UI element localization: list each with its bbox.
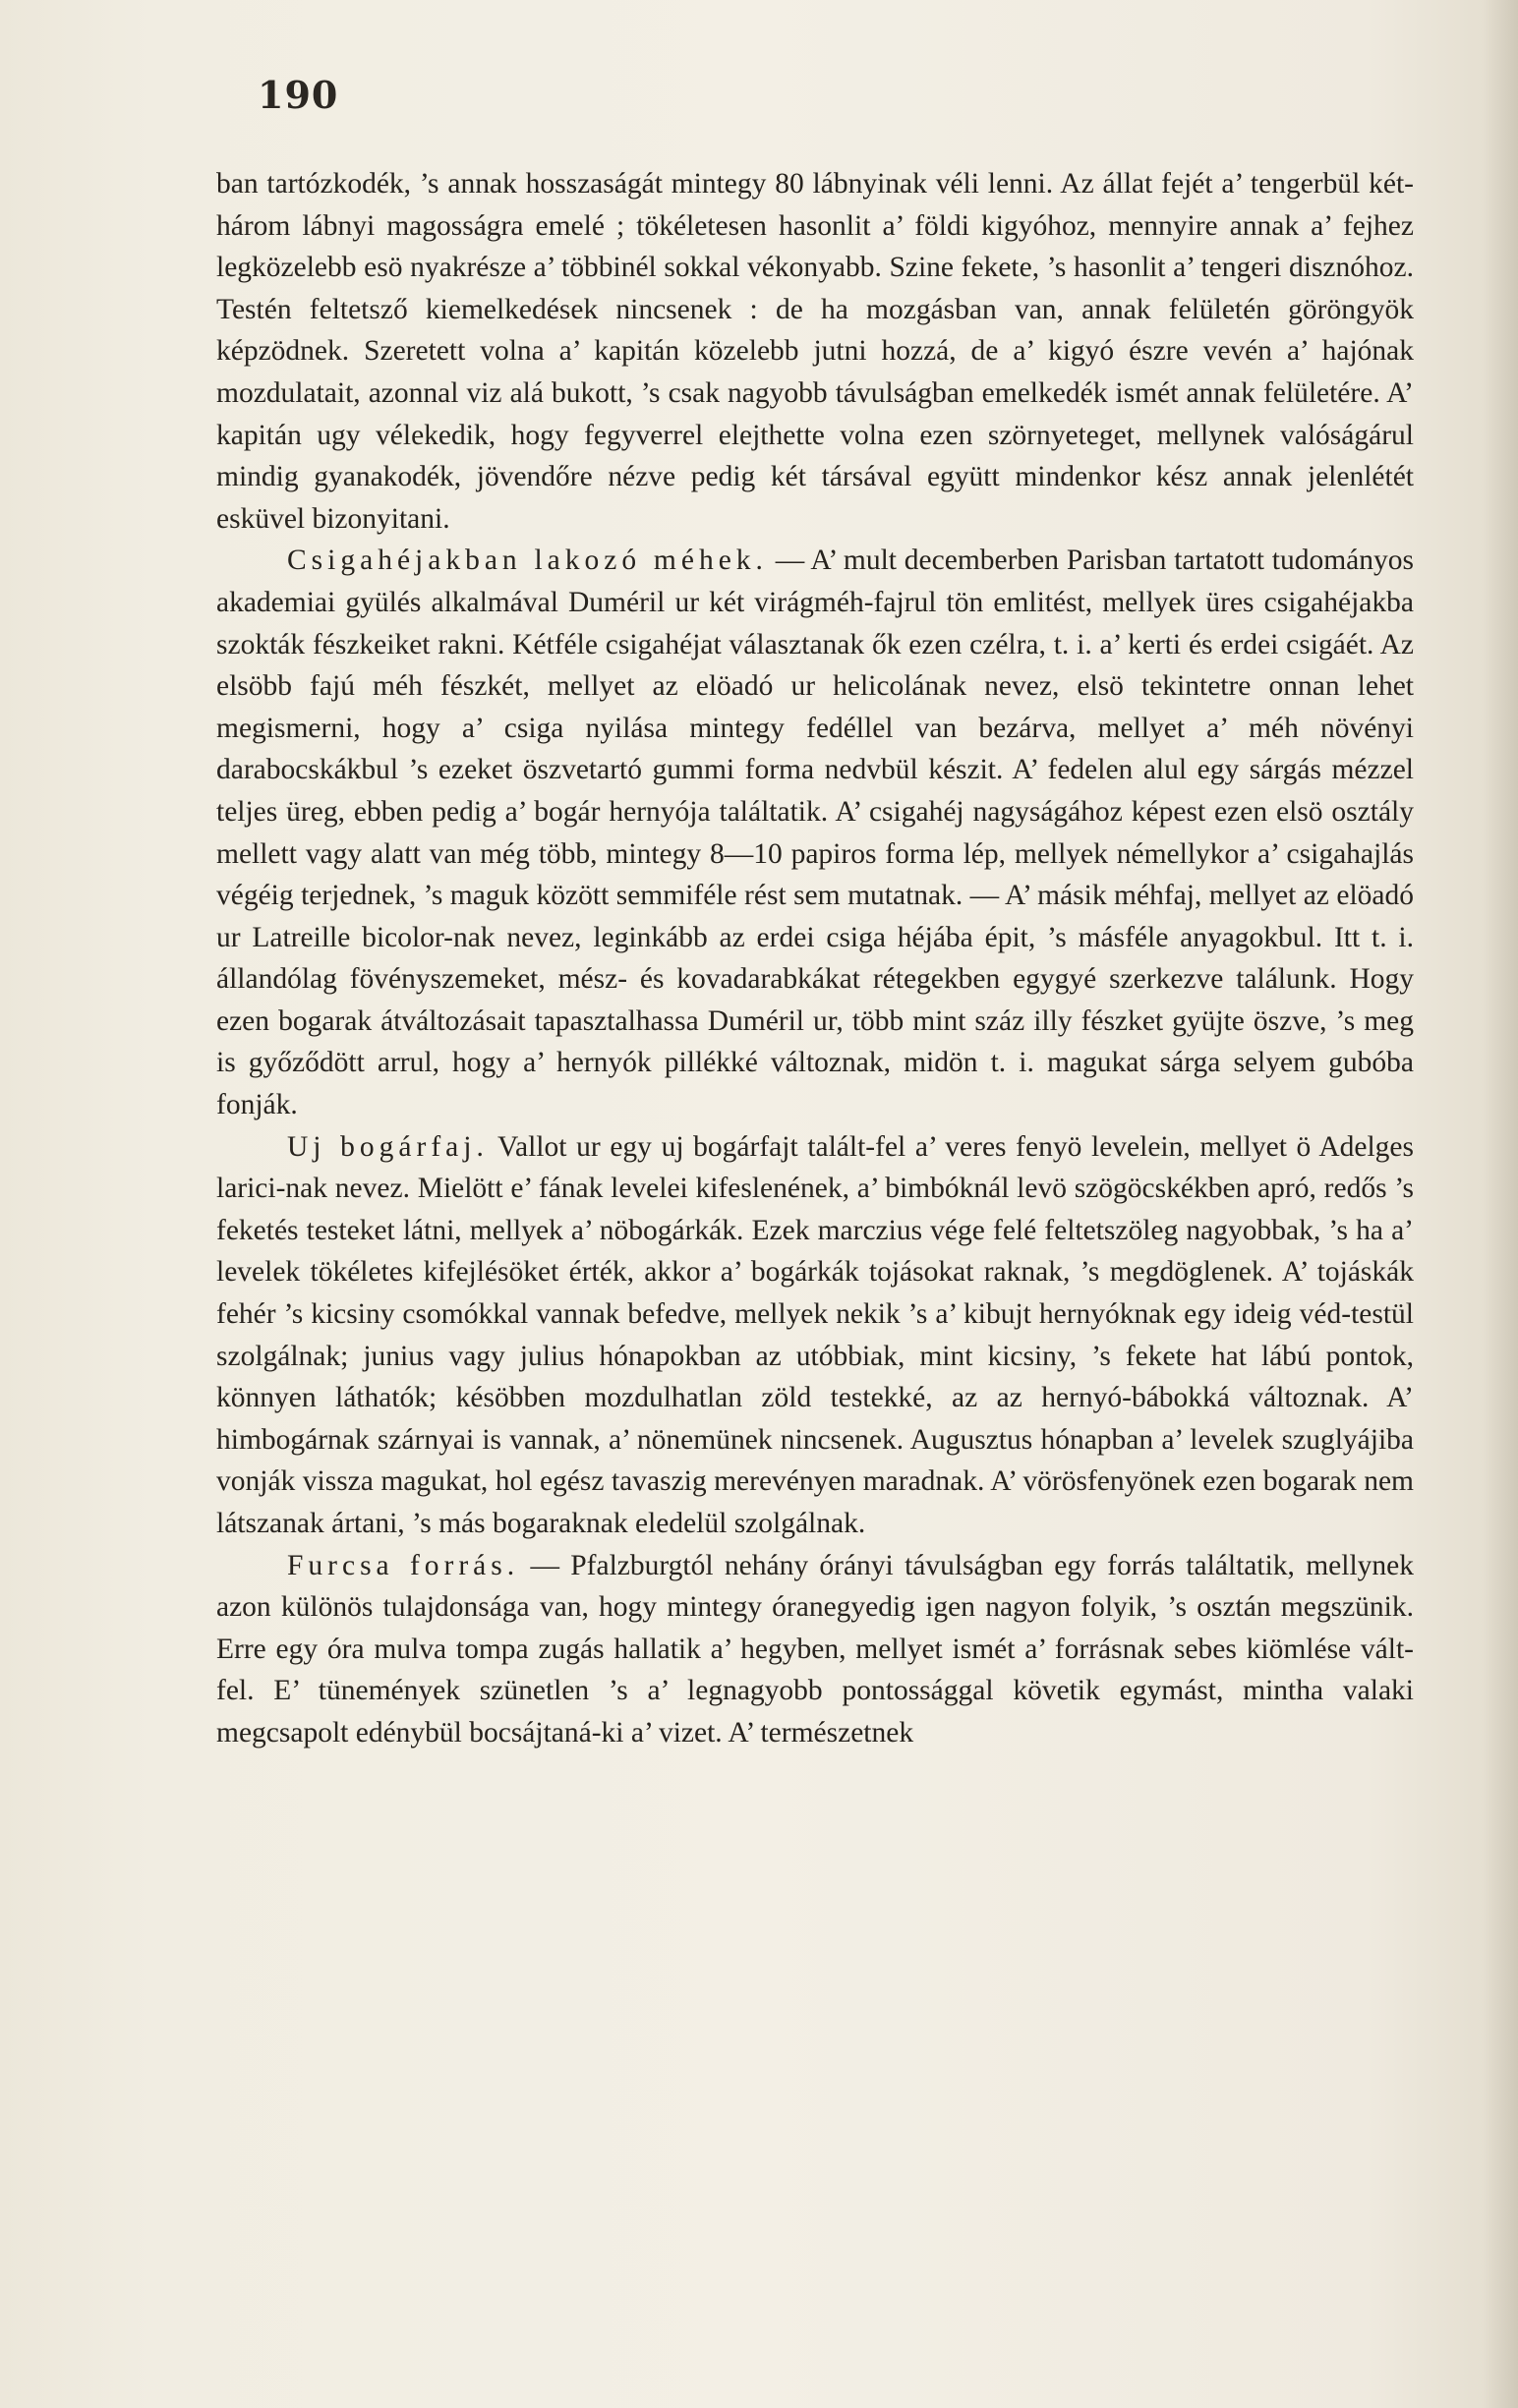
body-text [216,163,1414,1754]
paragraph-text: — A’ mult decemberben Parisban tartatott tudományos akademiai gyülés alkalmával Duméril ur két virágméh-fajrul tön emlitést, mellyek üres csigahéjakba szokták fészkeiket rakni. Kétféle csigahéjat választanak ők ezen czélra, t. i. a’ kerti és erdei csigáét. Az elsöbb fajú méh fészkét, mellyet az elöadó ur helicolának nevez, elsö tekintetre onnan lehet megismerni, hogy a’ csiga nyilása mintegy fedéllel van bezárva, mellyet a’ méh növényi darabocskákbul ’s ezeket öszvetartó gummi forma nedvbül készit. A’ fedelen alul egy sárgás mézzel teljes üreg, ebben pedig a’ bogár hernyója találtatik. A’ csigahéj nagyságához képest ezen elsö osztály mellett vagy alatt van még több, mintegy 8—10 papiros forma lép, mellyek némellykor a’ csigahajlás végéig terjednek, ’s maguk között semmiféle rést sem mutatnak. — A’ másik méhfaj, mellyet az elöadó ur Latreille bicolor-nak nevez, leginkább az erdei csiga héjába épit, ’s másféle anyagokbul. Itt t. i. állandólag fövényszemeket, mész- és kovadarabkákat rétegekben egygyé szerkezve találunk. Hogy ezen bogarak átváltozásait tapasztalhassa Duméril ur, több mint száz illy fészket gyüjte öszve, ’s meg is győződött arrul, hogy a’ hernyók pillékké változnak, midön t. i. magukat sárga selyem gubóba fonják. [216,545,1414,1121]
paragraph-snail-shell-bees [216,540,1414,1125]
paragraph-strange-spring [216,1545,1414,1754]
paragraph-text: Vallot ur egy uj bogárfajt talált-fel a’ veres fenyö levelein, mellyet ö Adelges larici-nak nevez. Mielött e’ fának levelei kifeslenének, a’ bimbóknál levö szögöcskékben apró, redős ’s feketés testeket látni, mellyek a’ nöbogárkák. Ezek marczius vége felé feltetszöleg nagyobbak, ’s ha a’ levelek tökéletes kifejlésöket érték, akkor a’ bogárkák tojásokat raknak, ’s megdöglenek. A’ tojáskák fehér ’s kicsiny csomókkal vannak befedve, mellyek nekik ’s a’ kibujt hernyóknak egy ideig véd-testül szolgálnak; junius vagy julius hónapokban az utóbbiak, mint kicsiny, ’s fekete hat lábú pontok, könnyen láthatók; késöbben mozdulhatlan zöld testekké, az az hernyó-bábokká változnak. A’ himbogárnak szárnyai is vannak, a’ nönemünek nincsenek. Augusztus hónapban a’ levelek szuglyájiba vonják vissza magukat, hol egész tavaszig merevényen maradnak. A’ vörösfenyönek ezen bogarak nem látszanak ártani, ’s más bogaraknak eledelül szolgálnak. [216,1130,1415,1539]
paragraph-new-beetle [216,1126,1414,1545]
section-heading-strange-spring: Furcsa forrás. [287,1549,520,1581]
paragraph-text: — Pfalzburgtól nehány órányi távulságban egy forrás találtatik, mellynek azon különös tulajdonsága van, hogy mintegy óranegyedig igen nagyon folyik, ’s osztán megszünik. Erre egy óra mulva tompa zugás hallatik a’ hegyben, mellyet ismét a’ forrásnak sebes kiömlése vált-fel. E’ tünemények szünetlen ’s a’ legnagyobb pontossággal követik egymást, mintha valaki megcsapolt edénybül bocsájtaná-ki a’ vizet. A’ természetnek [216,1549,1414,1749]
paragraph-text: ban tartózkodék, ’s annak hosszaságát mintegy 80 lábnyinak véli lenni. Az állat fejét a’ tengerbül két-három lábnyi magosságra emelé ; tökéletesen hasonlit a’ földi kigyóhoz, mennyire annak a’ fejhez legközelebb esö nyakrésze a’ többinél sokkal vékonyabb. Szine fekete, ’s hasonlit a’ tengeri disznóhoz. Testén feltetsző kiemelkedések nincsenek : de ha mozgásban van, annak felületén göröngyök képzödnek. Szeretett volna a’ kapitán közelebb jutni hozzá, de a’ kigyó észre vevén a’ hajónak mozdulatait, azonnal viz alá bukott, ’s csak nagyobb távulságban emelkedék ismét annak felületére. A’ kapitán ugy vélekedik, hogy fegyverrel elejthette volna ezen szörnyeteget, mellynek valóságárul mindig gyanakodék, jövendőre nézve pedig két társával együtt mindenkor kész annak jelenlétét esküvel bizonyitani. [216,168,1414,535]
section-heading-new-beetle: Uj bogárfaj. [287,1130,489,1163]
page-gutter-shadow [1483,0,1518,2408]
section-heading-snail-shell-bees: Csigahéjakban lakozó méhek. [287,545,768,577]
page-number: 190 [258,73,339,117]
paragraph-sea-serpent [216,163,1414,540]
